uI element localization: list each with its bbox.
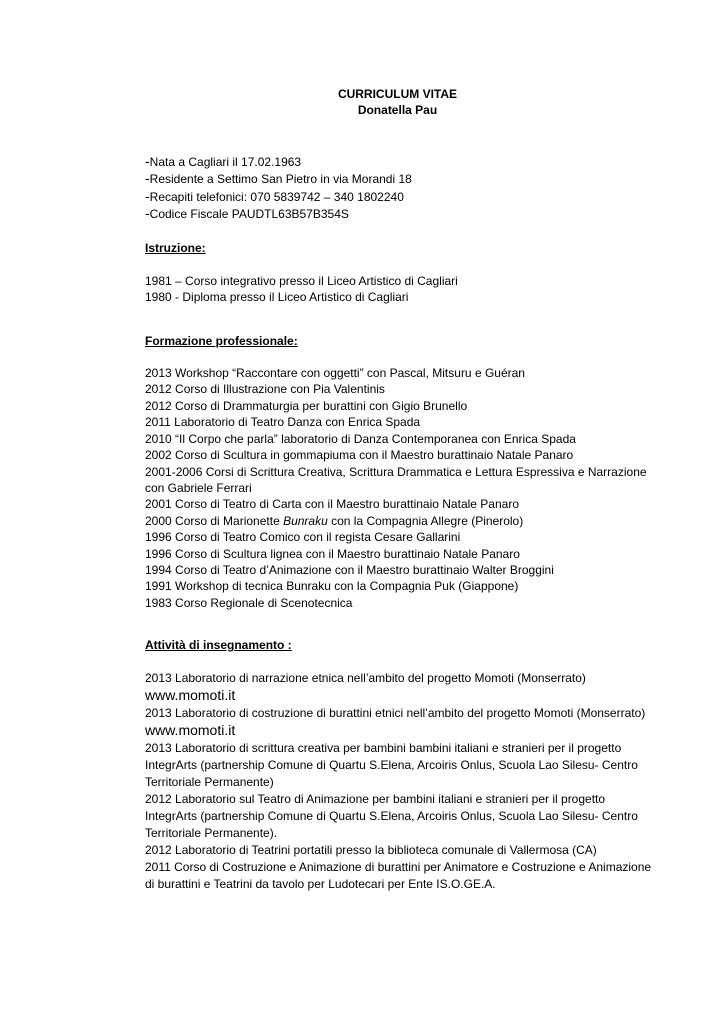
list-item: 1983 Corso Regionale di Scenotecnica — [145, 595, 353, 610]
website-link[interactable]: www.momoti.it — [145, 721, 236, 738]
list-item: 2013 Workshop “Raccontare con oggetti” con Pascal, Mitsuru e Guéran — [145, 366, 525, 381]
list-item: 2012 Corso di Drammaturgia per burattini con Gigio Brunello — [145, 398, 468, 413]
list-item: 2011 Corso di Costruzione e Animazione di burattini per Animatore e Costruzione e Animazione di burattini e Teatrini da tavolo per Ludotecari per Ente IS.O.GE.A. — [145, 859, 652, 891]
section-title-insegnamento: Attività di insegnamento : — [145, 638, 292, 653]
list-item: 2011 Laboratorio di Teatro Danza con Enrica Spada — [145, 415, 421, 430]
cv-header — [135, 86, 660, 119]
section-title-formazione: Formazione professionale: — [145, 333, 298, 348]
person-name: Donatella Pau — [357, 103, 438, 118]
bullet-dash: - — [145, 187, 150, 204]
list-item: 2013 Laboratorio di scrittura creativa per bambini bambini italiani e stranieri per il progetto IntegrArts (partnership Comune di Quartu S.Elena, Arcoiris Onlus, Scuola Lao Silesu- Centro Territoriale Permanente) — [145, 740, 638, 789]
personal-line-residence: -Residente a Settimo San Pietro in via Morandi 18 — [145, 170, 412, 187]
bullet-dash: - — [145, 205, 150, 222]
list-item: 2012 Corso di Illustrazione con Pia Valentinis — [145, 382, 385, 397]
personal-info — [145, 153, 660, 223]
list-item: 2012 Laboratorio sul Teatro di Animazione per bambini italiani e stranieri per il progetto IntegrArts (partnership Comune di Quartu S.Elena, Arcoiris Onlus, Scuola Lao Silesu- Centro Territoriale Permanente). — [145, 791, 638, 840]
list-item: 1980 - Diploma presso il Liceo Artistico di Cagliari — [145, 290, 409, 305]
formazione-list — [145, 365, 660, 611]
list-item: 2002 Corso di Scultura in gommapiuma con il Maestro burattinaio Natale Panaro — [145, 448, 574, 463]
document-title: CURRICULUM VITAE — [337, 87, 458, 101]
list-item: 2001-2006 Corsi di Scrittura Creativa, Scrittura Drammatica e Lettura Espressiva e Narrazione con Gabriele Ferrari — [145, 464, 647, 495]
personal-line-tax-code: -Codice Fiscale PAUDTL63B57B354S — [145, 205, 349, 222]
personal-line-birth: -Nata a Cagliari il 17.02.1963 — [145, 152, 302, 169]
section-title-istruzione: Istruzione: — [145, 241, 206, 256]
list-item: 2013 Laboratorio di costruzione di burattini etnici nell’ambito del progetto Momoti (Monserrato) www.momoti.it — [145, 705, 646, 738]
list-item: 2001 Corso di Teatro di Carta con il Maestro burattinaio Natale Panaro — [145, 497, 519, 512]
list-item: 2010 “Il Corpo che parla” laboratorio di Danza Contemporanea con Enrica Spada — [145, 431, 576, 446]
insegnamento-list — [145, 670, 660, 893]
list-item: 2000 Corso di Marionette Bunraku con la Compagnia Allegre (Pinerolo) — [145, 513, 524, 528]
bullet-dash: - — [145, 170, 150, 187]
list-item: 1981 – Corso integrativo presso il Liceo Artistico di Cagliari — [145, 273, 458, 288]
istruzione-list — [145, 273, 660, 306]
italic-term: Bunraku — [283, 513, 328, 528]
bullet-dash: - — [145, 152, 150, 169]
list-item: 1994 Corso di Teatro d’Animazione con il Maestro burattinaio Walter Broggini — [145, 562, 554, 577]
cv-content — [145, 86, 660, 893]
personal-line-phone: -Recapiti telefonici: 070 5839742 – 340 1802240 — [145, 187, 404, 204]
list-item: 1996 Corso di Scultura lignea con il Maestro burattinaio Natale Panaro — [145, 546, 520, 561]
list-item: 1991 Workshop di tecnica Bunraku con la Compagnia Puk (Giappone) — [145, 579, 519, 594]
list-item: 1996 Corso di Teatro Comico con il regista Cesare Gallarini — [145, 530, 461, 545]
list-item: 2012 Laboratorio di Teatrini portatili presso la biblioteca comunale di Vallermosa (CA) — [145, 842, 597, 857]
website-link[interactable]: www.momoti.it — [145, 686, 236, 703]
list-item: 2013 Laboratorio di narrazione etnica nell’ambito del progetto Momoti (Monserrato) www.momoti.it — [145, 670, 586, 703]
